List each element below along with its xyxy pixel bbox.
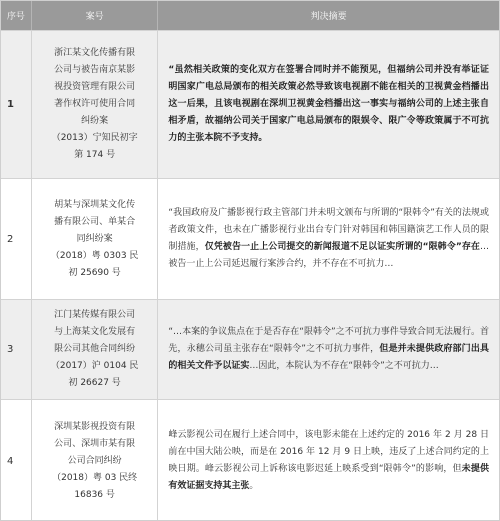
case-line: 公司、深圳市某有限 xyxy=(54,438,136,449)
summary-bold: “虽然相关政策的变化双方在签署合同时并不能预见，但福纳公司并没有举证证明国家广电总局颁布的相关政策必然导致该电视剧不能在相关的卫视黄金档播出这一后果，且该电视剧在深圳卫视黄金档播出这一事实与福纳公司的上述主张自相矛盾，故福纳公司关于国家广电总局颁布的限娱令、限广令等政策属于不可抗力的主张本院不予支持。 xyxy=(168,65,489,143)
case-line: 第 174 号 xyxy=(74,150,116,160)
summary-text: …因此，本院认为不存在“限韩令”之不可抗力… xyxy=(249,361,439,371)
case-line: 初 25690 号 xyxy=(68,267,121,278)
judgment-summary xyxy=(157,179,499,299)
summary-bold: 但是并未提供政府部门出具的相关文件予以证实 xyxy=(168,344,489,371)
case-line: 江门某传媒有限公司 xyxy=(54,310,136,320)
judgment-summary xyxy=(157,31,499,178)
table-row xyxy=(1,299,499,399)
case-line: （2018）粤 0303 民 xyxy=(50,250,139,261)
case-line: 胡某与深圳某文化传 xyxy=(54,199,136,210)
summary-bold: 未提供有效证据支持其主张 xyxy=(168,464,489,491)
case-line: （2013）宁知民初字 xyxy=(51,133,138,143)
table-header-row xyxy=(1,1,499,30)
table-row xyxy=(1,30,499,178)
case-line: 与上海某文化发展有 xyxy=(54,327,136,337)
case-number xyxy=(31,179,158,299)
case-line: 深圳某影视投资有限 xyxy=(54,421,136,432)
judgment-summary xyxy=(157,400,499,521)
case-line: （2017）沪 0104 民 xyxy=(50,361,139,371)
table-row xyxy=(1,178,499,299)
case-line: 限公司其他合同纠纷 xyxy=(54,344,136,354)
case-number xyxy=(31,400,158,521)
case-line: （2018）粤 03 民终 xyxy=(52,472,138,483)
case-line: 公司合同纠纷 xyxy=(67,455,122,466)
case-line: 同纠纷案 xyxy=(76,233,113,244)
table-row xyxy=(1,399,499,521)
row-number: 3 xyxy=(7,344,14,355)
summary-text: “…本案的争议焦点在于是否存在“限韩令”之不可抗力事件导致合同无法履行。首先，永穗公司虽主张存在“限韩令”之不可抗力事件， xyxy=(168,327,489,354)
header-serial: 序号 xyxy=(6,12,25,22)
summary-text: …被告一止上公司延迟履行案涉合约，并不存在不可抗力… xyxy=(168,242,489,269)
case-line: 初 26627 号 xyxy=(68,378,121,388)
row-number: 2 xyxy=(7,233,14,245)
case-line: 公司与被告南京某影 xyxy=(54,65,136,75)
case-line: 16836 号 xyxy=(74,489,115,500)
case-number xyxy=(31,300,158,399)
header-judgment-summary: 判决摘要 xyxy=(157,1,499,30)
summary-text: 。 xyxy=(249,481,259,491)
summary-bold: 仅凭被告一止上公司提交的新闻报道不足以证实所谓的“限韩令”存在 xyxy=(204,242,480,252)
header-case-number: 案号 xyxy=(31,1,158,30)
case-line: 浙江某文化传播有限 xyxy=(54,48,136,58)
summary-text: “我国政府及广播影视行政主管部门并未明文颁布与所谓的“限韩令”有关的法规或者政策文件，也未在广播影视行业出台专门针对韩国和韩国籍演艺工作人员的限制措施， xyxy=(168,208,489,252)
case-line: 纠纷案 xyxy=(81,116,109,126)
case-line: 播有限公司、单某合 xyxy=(54,216,136,227)
row-number: 4 xyxy=(7,455,14,467)
row-number: 1 xyxy=(7,99,14,110)
judgment-summary xyxy=(157,300,499,399)
case-number xyxy=(31,31,158,178)
case-line: 著作权许可使用合同 xyxy=(54,99,136,109)
case-line: 视投资管理有限公司 xyxy=(54,82,136,92)
summary-text: 峰云影视公司在履行上述合同中，该电影未能在上述约定的 2016 年 2 月 28 日前在中国大陆公映，而是在 2016 年 12 月 9 日上映，违反了上述合同约定的上映日期。峰云影视公司上诉称该电影迟延上映系受到“限韩令”的影响，但 xyxy=(168,430,489,474)
